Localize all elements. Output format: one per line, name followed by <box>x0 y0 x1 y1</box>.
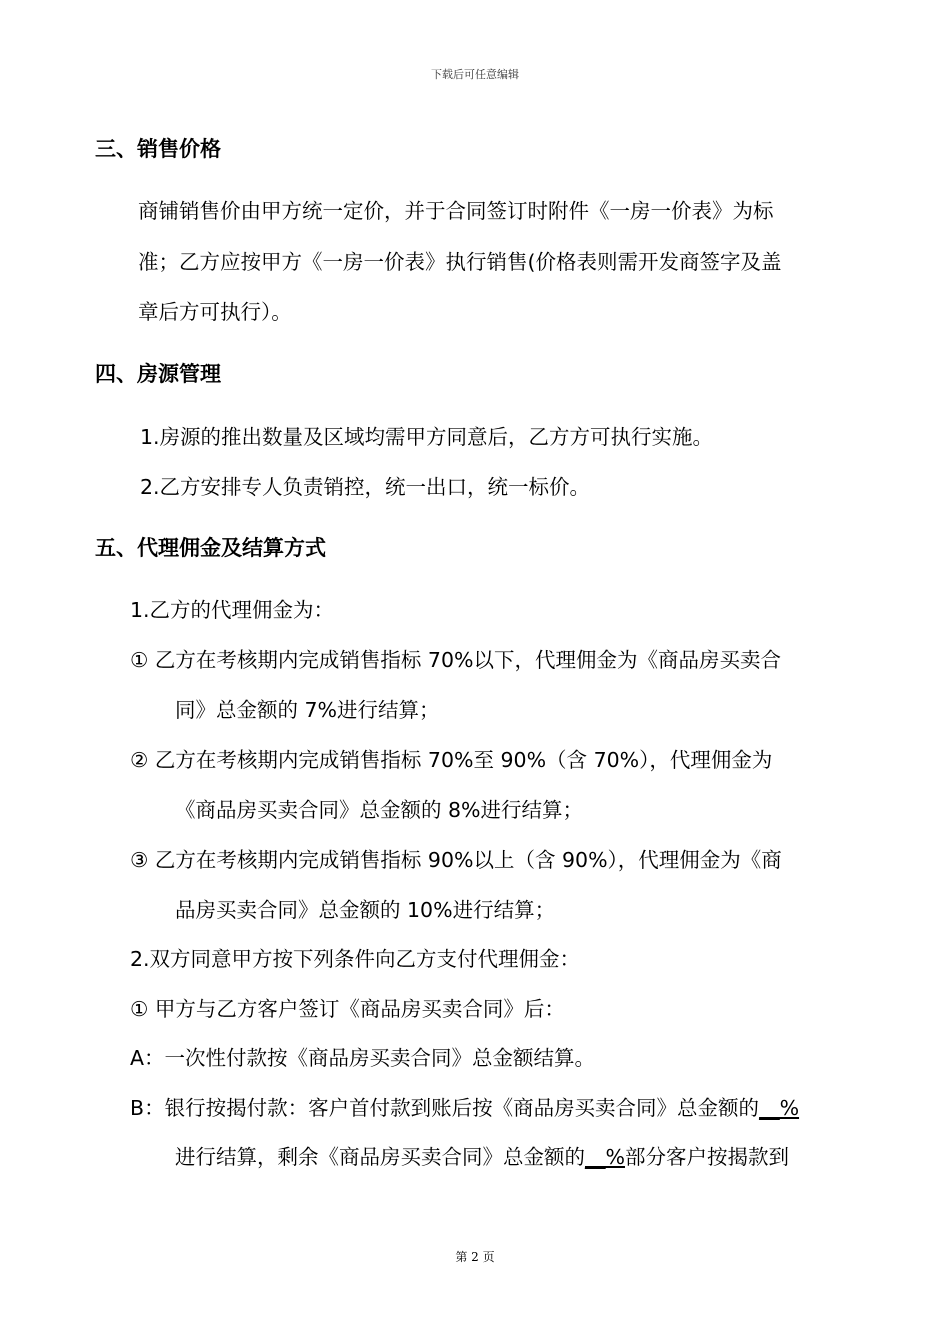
section-4-item-2: 2.乙方安排专人负责销控，统一出口，统一标价。 <box>140 475 591 499</box>
option-b-cont-text-1: 进行结算，剩余《商品房买卖合同》总金额的 <box>175 1145 585 1169</box>
section-4-title: 四、房源管理 <box>95 362 221 386</box>
section-5-title: 五、代理佣金及结算方式 <box>95 536 326 560</box>
percent-blank-2: __% <box>585 1145 625 1169</box>
clause-2-option-b-cont <box>175 1145 789 1170</box>
clause-1-item-a-cont: 同》总金额的 7%进行结算； <box>175 698 440 722</box>
section-3-title: 三、销售价格 <box>95 137 221 161</box>
clause-1-item-c: ③ 乙方在考核期内完成销售指标 90%以上（含 90%），代理佣金为《商 <box>130 848 782 872</box>
section-3-para-line-3: 章后方可执行）。 <box>138 300 292 324</box>
option-b-text: B：银行按揭付款：客户首付款到账后按《商品房买卖合同》总金额的 <box>130 1096 760 1120</box>
section-3-para-line-2: 准；乙方应按甲方《一房一价表》执行销售(价格表则需开发商签字及盖 <box>138 250 782 274</box>
clause-2-option-a: A：一次性付款按《商品房买卖合同》总金额结算。 <box>130 1046 596 1070</box>
clause-2-option-b <box>130 1096 799 1121</box>
section-3-para-line-1: 商铺销售价由甲方统一定价，并于合同签订时附件《一房一价表》为标 <box>138 199 774 223</box>
percent-blank-1: __% <box>759 1096 800 1120</box>
section-5-clause-2: 2.双方同意甲方按下列条件向乙方支付代理佣金： <box>130 947 581 971</box>
page-number: 第 2 页 <box>455 1250 495 1264</box>
clause-1-item-b: ② 乙方在考核期内完成销售指标 70%至 90%（含 70%），代理佣金为 <box>130 748 773 772</box>
page-header: 下载后可任意编辑 <box>431 68 519 81</box>
clause-1-item-a: ① 乙方在考核期内完成销售指标 70%以下，代理佣金为《商品房买卖合 <box>130 648 781 672</box>
section-5-clause-1: 1.乙方的代理佣金为： <box>130 598 335 622</box>
clause-1-item-c-cont: 品房买卖合同》总金额的 10%进行结算； <box>175 898 556 922</box>
section-4-item-1: 1.房源的推出数量及区域均需甲方同意后，乙方方可执行实施。 <box>140 425 714 449</box>
option-b-cont-text-2: 部分客户按揭款到 <box>624 1145 789 1169</box>
clause-2-item-a: ① 甲方与乙方客户签订《商品房买卖合同》后： <box>130 997 565 1021</box>
clause-1-item-b-cont: 《商品房买卖合同》总金额的 8%进行结算； <box>175 798 584 822</box>
